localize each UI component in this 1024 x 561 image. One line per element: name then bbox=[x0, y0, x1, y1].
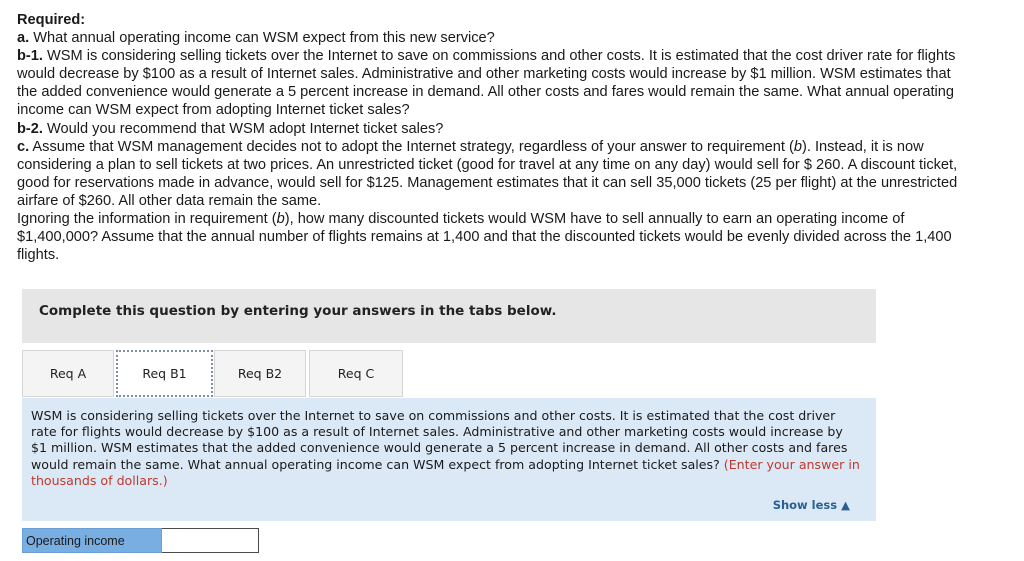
requirement-b2: b-2. Would you recommend that WSM adopt Internet ticket sales? bbox=[17, 120, 444, 137]
requirement-c-continued: Ignoring the information in requirement (b), how many discounted tickets would WSM have to sell annually to earn an operating income of $1,400,000? Assume that the annual number of flights remains at 1,400 and that the discounted tickets would be evenly divided across the 1,400 flights. bbox=[17, 211, 952, 264]
answer-hint: (Enter your answer in thousands of dollars.) bbox=[31, 456, 860, 488]
operating-income-input[interactable] bbox=[162, 528, 259, 553]
tab-req-b1[interactable]: Req B1 bbox=[116, 350, 213, 397]
tab-req-b2[interactable]: Req B2 bbox=[214, 350, 306, 397]
instructions-text: Complete this question by entering your answers in the tabs below. bbox=[39, 303, 557, 319]
show-less-label: Show less bbox=[772, 498, 838, 512]
requirement-a: a. What annual operating income can WSM expect from this new service? bbox=[17, 30, 495, 47]
requirement-b1: b-1. WSM is considering selling tickets over the Internet to save on commissions and other costs. It is estimated that the cost driver rate for flights would decrease by $100 as a result of Internet sales. Administrative and other marketing costs would increase by $1 million. WSM estimates that the added convenience would generate a 5 percent increase in demand. All other costs and fares would remain the same. What annual operating income can WSM expect from adopting Internet ticket sales? bbox=[17, 48, 956, 119]
required-heading: Required: bbox=[17, 12, 86, 28]
triangle-up-icon: ▲ bbox=[841, 498, 850, 512]
question-panel bbox=[22, 398, 876, 521]
question-text: WSM is considering selling tickets over the Internet to save on commissions and other costs. It is estimated that the cost driver rate for flights would decrease by $100 as a result of Internet sales. Administrative and other marketing costs would increase by $1 million. WSM estimates that the added convenience would generate a 5 percent increase in demand. All other costs and fares would remain the same. What annual operating income can WSM expect from adopting Internet ticket sales? (Enter your answer in thousands of dollars.) bbox=[31, 408, 860, 488]
operating-income-label: Operating income bbox=[22, 528, 162, 553]
show-less-link[interactable] bbox=[773, 498, 850, 512]
instructions-banner bbox=[22, 289, 876, 343]
requirements-text bbox=[17, 11, 962, 264]
requirement-c: c. Assume that WSM management decides not to adopt the Internet strategy, regardless of your answer to requirement (b). Instead, it is now considering a plan to sell tickets at two prices. An unrestricted ticket (good for travel at any time on any day) would sell for $ 260. A discount ticket, good for reservations made in advance, would sell for $125. Management estimates that it can sell 35,000 tickets (25 per flight) at the unrestricted airfare of $260. All other data remain the same. bbox=[17, 138, 958, 209]
tab-req-c[interactable]: Req C bbox=[309, 350, 403, 397]
answer-row bbox=[22, 528, 259, 553]
tab-req-a[interactable]: Req A bbox=[22, 350, 114, 397]
